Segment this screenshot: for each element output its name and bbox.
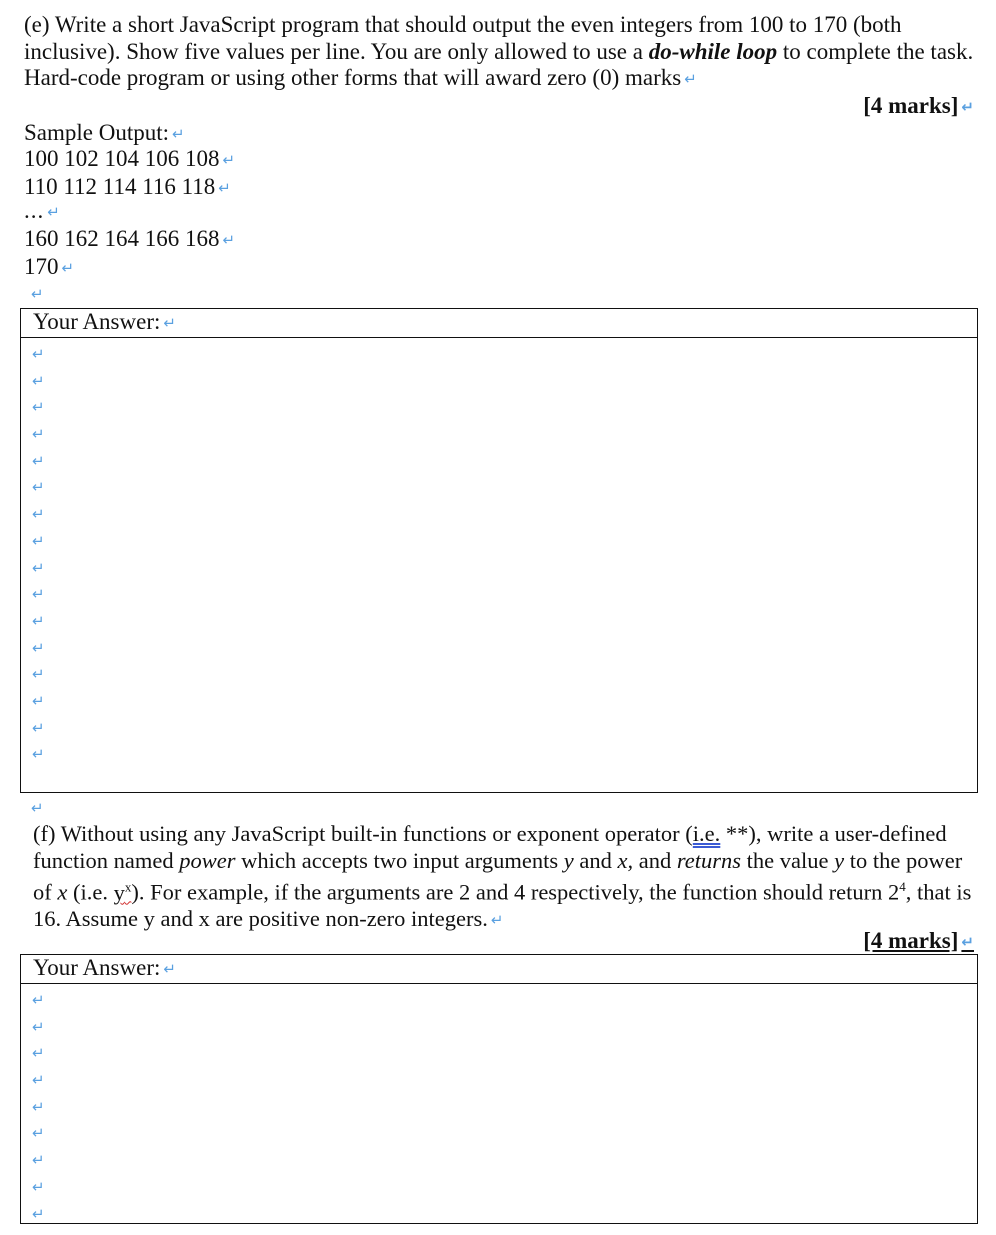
sample-line: 170 ↵ bbox=[24, 254, 75, 279]
return-mark-icon: ↵ bbox=[47, 203, 61, 221]
sample-line: 160 162 164 166 168 ↵ bbox=[24, 226, 236, 251]
return-mark-icon: ↵ bbox=[32, 425, 45, 444]
return-mark-icon: ↵ bbox=[32, 638, 45, 657]
return-mark-icon: ↵ bbox=[32, 558, 45, 577]
empty-paragraph bbox=[31, 280, 44, 307]
return-mark-icon: ↵ bbox=[32, 745, 45, 764]
return-mark-icon: ↵ bbox=[32, 478, 45, 497]
return-mark-icon: ↵ bbox=[961, 98, 974, 116]
answer-box-e[interactable] bbox=[20, 308, 978, 793]
answer-box-header: Your Answer: ↵ bbox=[21, 955, 977, 984]
return-mark-icon: ↵ bbox=[31, 285, 44, 303]
return-mark-icon: ↵ bbox=[32, 718, 45, 737]
return-mark-icon: ↵ bbox=[490, 911, 504, 929]
returns-word: returns bbox=[676, 847, 742, 873]
return-mark-icon: ↵ bbox=[32, 1177, 45, 1196]
ie-abbrev: i.e. bbox=[692, 821, 721, 846]
marks-f: [4 marks] ↵ bbox=[863, 928, 974, 953]
sample-line: 100 102 104 106 108 ↵ bbox=[24, 146, 236, 171]
return-mark-icon: ↵ bbox=[32, 505, 45, 524]
return-mark-icon: ↵ bbox=[218, 179, 231, 197]
return-mark-icon: ↵ bbox=[32, 1124, 45, 1143]
return-mark-icon: ↵ bbox=[32, 531, 45, 550]
return-mark-icon: ↵ bbox=[32, 398, 45, 417]
empty-paragraph bbox=[31, 794, 44, 821]
return-mark-icon: ↵ bbox=[163, 960, 176, 978]
return-mark-icon: ↵ bbox=[32, 991, 45, 1009]
question-e-text: (e) Write a short JavaScript program that should output the even integers from 100 to 170 (both inclusive). Show five values per line. You are only allowed to use a do-while loop to complete the task. Hard-code program or using other forms that will award zero (0) marks ↵ bbox=[24, 12, 974, 90]
return-mark-icon: ↵ bbox=[222, 231, 236, 249]
sample-output-label: Sample Output: ↵ bbox=[24, 120, 185, 145]
return-mark-icon: ↵ bbox=[961, 933, 974, 951]
yx-expression: $y^x$ bbox=[113, 879, 132, 905]
return-mark-icon: ↵ bbox=[32, 691, 45, 710]
return-mark-icon: ↵ bbox=[32, 1151, 45, 1170]
return-mark-icon: ↵ bbox=[32, 451, 45, 470]
return-mark-icon: ↵ bbox=[32, 1204, 45, 1223]
power-word: power bbox=[179, 847, 236, 873]
question-f-text: (f) Without using any JavaScript built-in functions or exponent operator (i.e. **), write a user-defined function named power which accepts two input arguments y and x, and returns the value y to the power of x (i.e. $y^x$). For example, if the arguments are 2 and 4 respectively, the function should return $2^4$, that is 16. Assume y and x are positive non-zero integers. ↵ bbox=[33, 821, 972, 931]
return-mark-icon: ↵ bbox=[222, 151, 236, 169]
answer-input-area[interactable] bbox=[21, 984, 977, 1227]
return-mark-icon: ↵ bbox=[31, 799, 44, 817]
return-mark-icon: ↵ bbox=[32, 1071, 45, 1090]
return-mark-icon: ↵ bbox=[32, 1044, 45, 1063]
do-while-emphasis: do-while loop bbox=[648, 38, 778, 64]
answer-input-area[interactable] bbox=[21, 338, 977, 768]
return-mark-icon: ↵ bbox=[32, 1097, 45, 1116]
return-mark-icon: ↵ bbox=[163, 314, 176, 332]
return-mark-icon: ↵ bbox=[32, 371, 45, 390]
answer-box-f[interactable] bbox=[20, 954, 978, 1224]
answer-box-header: Your Answer: ↵ bbox=[21, 309, 977, 338]
marks-e: [4 marks] ↵ bbox=[863, 93, 974, 118]
return-mark-icon: ↵ bbox=[32, 345, 45, 363]
return-mark-icon: ↵ bbox=[32, 665, 45, 684]
return-mark-icon: ↵ bbox=[61, 259, 75, 277]
sample-line: 110 112 114 116 118 ↵ bbox=[24, 174, 231, 199]
return-mark-icon: ↵ bbox=[684, 70, 697, 88]
return-mark-icon: ↵ bbox=[32, 585, 45, 604]
return-mark-icon: ↵ bbox=[32, 1017, 45, 1036]
sample-line: ... ↵ bbox=[24, 198, 61, 223]
return-mark-icon: ↵ bbox=[172, 125, 185, 143]
return-mark-icon: ↵ bbox=[32, 611, 45, 630]
